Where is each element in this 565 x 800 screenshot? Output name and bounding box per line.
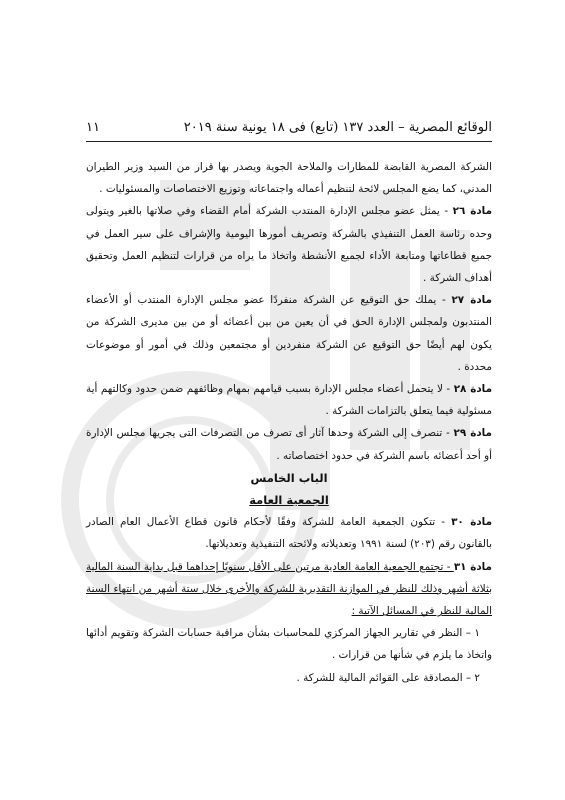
- article-26: [86, 200, 492, 289]
- paragraph: [86, 156, 492, 200]
- chapter-subtitle: الجمعية العامة: [249, 493, 329, 508]
- article-label: مادة ٣١: [453, 560, 492, 573]
- list-item: ٢ – المصادقة على القوائم المالية للشركة .: [296, 671, 480, 684]
- page-number: ١١: [86, 120, 100, 135]
- list-item: ١ – النظر في تقارير الجهاز المركزي للمحاسبات بشأن مراقبة حسابات الشركة وتقويم أدائها واتخاذ ما يلزم في شأنها من قرارات .: [86, 627, 492, 662]
- article-text: - تجتمع الجمعية العامة العادية مرتين على الأقل سنويًا إحداهما قبل بداية السنة المالية بثلاثة أشهر وذلك للنظر في الموازنة التقديرية للشركة والأخرى خلال ستة أشهر من انتهاء السنة المالية للنظر في المسائل الآتية :: [86, 560, 492, 618]
- article-30: [86, 511, 492, 555]
- article-27: [86, 289, 492, 378]
- page-header: [86, 118, 492, 140]
- article-label: مادة ٢٨: [453, 383, 492, 396]
- article-text: - تنصرف إلى الشركة وحدها آثار أى تصرف من التصرفات التى يجريها مجلس الإدارة أو أحد أعضائه باسم الشركة في حدود اختصاصاته .: [86, 427, 492, 462]
- paragraph-text: الشركة المصرية القابضة للمطارات والملاحة الجوية ويصدر بها قرار من السيد وزير الطيران المدني، كما يضع المجلس لائحة لتنظيم أعماله واجتماعاته وتوزيع الاختصاصات والمسئوليات .: [86, 161, 492, 196]
- article-label: مادة ٢٦: [452, 205, 492, 218]
- article-28: [86, 378, 492, 422]
- article-label: مادة ٢٧: [451, 294, 492, 307]
- article-31: [86, 556, 492, 623]
- article-text: - تتكون الجمعية العامة للشركة وفقًا لأحكام قانون قطاع الأعمال العام الصادر بالقانون رقم (٢٠٣) لسنة ١٩٩١ وتعديلاته ولائحته التنفيذية وتعديلاتها.: [86, 516, 492, 551]
- article-label: مادة ٢٩: [453, 427, 492, 440]
- header-divider: [86, 141, 492, 142]
- document-body: [86, 156, 492, 689]
- chapter-title: الباب الخامس: [250, 470, 328, 485]
- article-text: - يملك حق التوقيع عن الشركة منفردًا عضو مجلس الإدارة المنتدب أو الأعضاء المنتدبون ولمجلس الإدارة الحق في أن يعين من بين أعضائه أو من بين مديرى الشركة من يكون لهم أيضًا حق التوقيع عن الشركة منفردين أو مجتمعين وذلك في أمور أو موضوعات محددة .: [86, 294, 492, 373]
- article-label: مادة ٣٠: [451, 516, 493, 529]
- header-title: الوقائع المصرية – العدد ١٣٧ (تابع) فى ١٨ يونية سنة ٢٠١٩: [183, 120, 492, 135]
- article-text: - لا يتحمل أعضاء مجلس الإدارة بسبب قيامهم بمهام وظائفهم ضمن حدود وكالتهم أية مسئولية فيما يتعلق بالتزامات الشركة .: [86, 383, 492, 418]
- article-29: [86, 422, 492, 466]
- article-text: - يمثل عضو مجلس الإدارة المنتدب الشركة أمام القضاء وفي صلاتها بالغير ويتولى وحده رئاسة العمل التنفيذي بالشركة وتصريف أمورها اليومية والإشراف على سير العمل في جميع قطاعاتها ومتابعة الأداء لجميع الأنشطة واتخاذ ما يراه من قرارات لتنظيم العمل وتحقيق أهداف الشركة .: [86, 205, 492, 285]
